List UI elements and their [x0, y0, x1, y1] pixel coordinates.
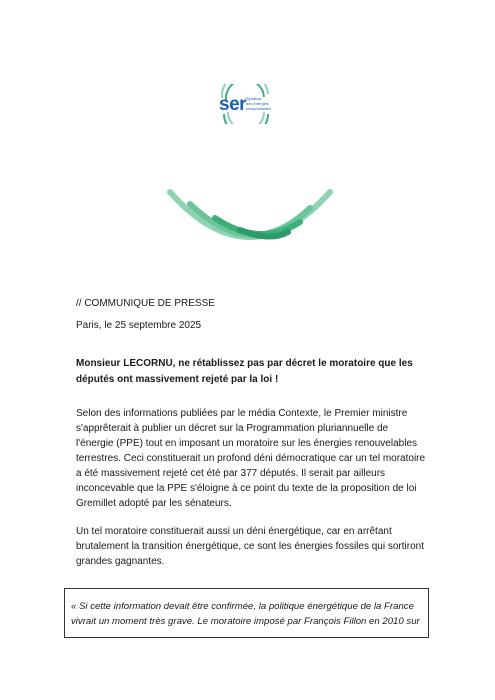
logo-subtitle-line: des énergies — [246, 101, 269, 106]
press-date: Paris, le 25 septembre 2025 — [76, 320, 202, 331]
quote-box — [64, 588, 429, 638]
logo-subtitle — [246, 96, 282, 111]
body-paragraph: Un tel moratoire constituerait aussi un déni énergétique, car en arrêtant brutalement la transition énergétique, ce sont les énergies fossiles qui sortiront grandes gagnantes. — [76, 526, 424, 567]
quote-text: « Si cette information devait être confirmée, la politique énergétique de la France vivrait un moment très grave. Le moratoire imposé par François Fillon en 2010 sur — [71, 601, 420, 627]
green-arcs-icon — [160, 182, 340, 262]
logo-subtitle-line: renouvelables — [246, 106, 271, 111]
body-paragraph: Selon des informations publiées par le média Contexte, le Premier ministre s'apprêterait à publier un décret sur la Programmation pluriannuelle de l'énergie (PPE) tout en imposant un moratoire sur les énergies renouvelables terrestres. Ceci constituerait un profond déni démocratique car un tel moratoire a été massivement rejeté cet été par 377 députés. Il serait par ailleurs inconcevable que la PPE s'éloigne à ce point du texte de la proposition de loi Gremillet adopté par les sénateurs. — [76, 408, 426, 509]
logo-subtitle-line: Syndicat — [246, 96, 262, 101]
press-headline: Monsieur LECORNU, ne rétablissez pas par décret le moratoire que les députés ont massivement rejeté par la loi ! — [76, 358, 413, 385]
logo-wordmark: ser — [219, 94, 247, 115]
press-label: // COMMUNIQUE DE PRESSE — [76, 298, 215, 309]
ser-logo — [214, 84, 280, 124]
